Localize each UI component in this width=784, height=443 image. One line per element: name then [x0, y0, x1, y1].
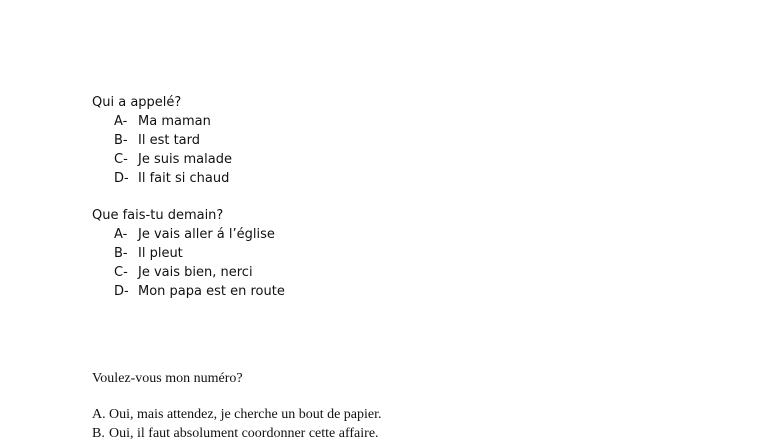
answer-option-c	[92, 263, 285, 282]
option-letter: B-	[114, 133, 128, 148]
question-block-2	[92, 206, 285, 301]
question-block-3	[92, 369, 382, 443]
answer-options	[92, 112, 232, 188]
option-text: Je vais bien, nerci	[138, 265, 253, 280]
option-letter: C-	[114, 265, 128, 280]
answer-option-a	[92, 405, 382, 424]
answer-option-d	[92, 282, 285, 301]
option-text: Il fait si chaud	[138, 171, 230, 186]
answer-option-b	[92, 131, 232, 150]
question-text: Voulez-vous mon numéro?	[92, 371, 243, 386]
answer-option-c	[92, 150, 232, 169]
option-text: Il est tard	[138, 133, 201, 148]
option-letter: D-	[114, 284, 129, 299]
answer-option-a	[92, 112, 232, 131]
option-text: Oui, il faut absolument coordonner cette affaire.	[109, 426, 379, 441]
option-letter: D-	[114, 171, 129, 186]
option-letter: A-	[114, 227, 128, 242]
option-letter: A-	[114, 114, 128, 129]
question-text: Qui a appelé?	[92, 95, 182, 110]
question-text: Que fais-tu demain?	[92, 208, 224, 223]
option-letter: A.	[92, 407, 106, 422]
answer-option-a	[92, 225, 285, 244]
option-text: Je suis malade	[138, 152, 232, 167]
answer-option-d	[92, 169, 232, 188]
answer-option-b	[92, 244, 285, 263]
option-letter: B.	[92, 426, 105, 441]
option-text: Mon papa est en route	[138, 284, 285, 299]
answer-option-b	[92, 424, 382, 443]
option-text: Oui, mais attendez, je cherche un bout de papier.	[109, 407, 382, 422]
option-text: Je vais aller á l’église	[138, 227, 275, 242]
option-text: Ma maman	[138, 114, 211, 129]
question-block-1	[92, 93, 232, 188]
option-letter: C-	[114, 152, 128, 167]
option-letter: B-	[114, 246, 128, 261]
option-text: Il pleut	[138, 246, 183, 261]
answer-options	[92, 225, 285, 301]
